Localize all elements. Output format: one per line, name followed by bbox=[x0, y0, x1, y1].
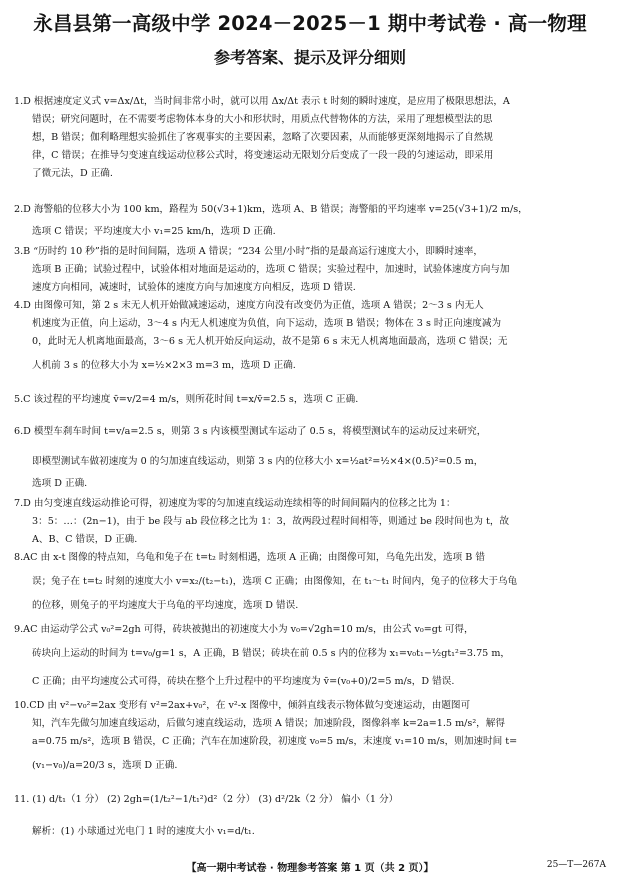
document-code: 25—T—267A bbox=[546, 860, 606, 870]
answer-line: C 正确；由平均速度公式可得，砖块在整个上升过程中的平均速度为 v̄=(v₀+0)/2=5 m/s，D 错误. bbox=[32, 676, 455, 687]
answer-line: A、B、C 错误，D 正确. bbox=[32, 534, 138, 545]
answer-line: 错误；研究问题时，在不需要考虑物体本身的大小和形状时，用质点代替物体的方法，采用了理想模型法的思 bbox=[32, 114, 493, 125]
answer-line: 想，B 错误；伽利略理想实验抓住了客观事实的主要因素，忽略了次要因素，从而能够更深刻地揭示了自然规 bbox=[32, 132, 494, 143]
answer-line: 机速度为正值，向上运动，3～4 s 内无人机速度为负值，向下运动，选项 B 错误；物体在 3 s 时正向速度减为 bbox=[32, 318, 502, 329]
answer-line: 速度方向相同，减速时，试验体的速度方向与加速度方向相反，选项 D 错误. bbox=[32, 282, 356, 293]
answer-line: 0，此时无人机离地面最高，3～6 s 无人机开始反向运动，故不是第 6 s 末无人机离地面最高，选项 C 错误；无 bbox=[32, 336, 508, 347]
answer-line: 知，汽车先做匀加速直线运动，后做匀速直线运动，选项 A 错误；加速阶段，图像斜率 k=2a=1.5 m/s²，解得 bbox=[32, 718, 505, 729]
answer-line: a=0.75 m/s²，选项 B 错误，C 正确；汽车在加速阶段，初速度 v₀=5 m/s，末速度 v₁=10 m/s，则加速时间 t= bbox=[32, 736, 518, 747]
answer-line: 8.AC 由 x-t 图像的特点知，乌龟和兔子在 t=t₂ 时刻相遇，选项 A 正确；由图像可知，乌龟先出发，选项 B 错 bbox=[14, 552, 485, 563]
answer-line: 选项 C 错误；平均速度大小 v₁=25 km/h，选项 D 正确. bbox=[32, 226, 276, 237]
answer-line: 选项 D 正确. bbox=[32, 478, 88, 489]
answer-line: 砖块向上运动的时间为 t=v₀/g=1 s，A 正确，B 错误；砖块在前 0.5 s 内的位移为 x₁=v₀t₁−½gt₁²=3.75 m， bbox=[32, 648, 511, 659]
answer-line: 3.B “历时约 10 秒”指的是时间间隔，选项 A 错误；“234 公里/小时”指的是最高运行速度大小，即瞬时速率， bbox=[14, 246, 483, 257]
answer-line: 了微元法，D 正确. bbox=[32, 168, 113, 179]
answer-line: 的位移，则兔子的平均速度大于乌龟的平均速度，选项 D 错误. bbox=[32, 600, 299, 611]
answer-line: 人机前 3 s 的位移大小为 x=½×2×3 m=3 m，选项 D 正确. bbox=[32, 360, 296, 371]
answer-line: 7.D 由匀变速直线运动推论可得，初速度为零的匀加速直线运动连续相等的时间间隔内的位移之比为 1： bbox=[14, 498, 456, 509]
answer-line: (v₁−v₀)/a=20/3 s，选项 D 正确. bbox=[32, 760, 178, 771]
answer-line: 3：5：…：(2n−1)，由于 be 段与 ab 段位移之比为 1：3，故两段过程时间相等，则通过 be 段时间也为 t，故 bbox=[32, 516, 510, 527]
page-subtitle: 参考答案、提示及评分细则 bbox=[213, 48, 406, 67]
answer-line: 选项 B 正确；试验过程中，试验体相对地面是运动的，选项 C 错误；实验过程中，加速时，试验体速度方向与加 bbox=[32, 264, 510, 275]
answer-line: 1.D 根据速度定义式 v=Δx/Δt，当时间非常小时，就可以用 Δx/Δt 表示 t 时刻的瞬时速度，是应用了极限思想法，A bbox=[14, 96, 510, 107]
answer-line: 10.CD 由 v²−v₀²=2ax 变形有 v²=2ax+v₀²，在 v²-x 图像中，倾斜直线表示物体做匀变速运动，由题图可 bbox=[14, 700, 471, 711]
answer-line: 9.AC 由运动学公式 v₀²=2gh 可得，砖块被抛出的初速度大小为 v₀=√2gh=10 m/s，由公式 v₀=gt 可得， bbox=[14, 624, 474, 635]
answer-line: 11. (1) d/t₁（1 分） (2) 2gh=(1/t₂²−1/t₁²)d²（2 分） (3) d²/2k（2 分） 偏小（1 分） bbox=[14, 794, 399, 805]
answer-line: 解析：(1) 小球通过光电门 1 时的速度大小 v₁=d/t₁. bbox=[32, 826, 255, 837]
answer-line: 律，C 错误；在推导匀变速直线运动位移公式时，将变速运动无限划分后变成了一段一段的匀速运动，即采用 bbox=[32, 150, 494, 161]
answer-line: 2.D 海警船的位移大小为 100 km，路程为 50(√3+1)km，选项 A、B 错误；海警船的平均速率 v=25(√3+1)/2 m/s， bbox=[14, 204, 528, 215]
answer-line: 5.C 该过程的平均速度 v̄=v/2=4 m/s，则所花时间 t=x/v̄=2.5 s，选项 C 正确. bbox=[14, 394, 359, 405]
answer-line: 6.D 模型车刹车时间 t=v/a=2.5 s，则第 3 s 内该模型测试车运动了 0.5 s，将模型测试车的运动反过来研究， bbox=[14, 426, 487, 437]
answer-line: 误；兔子在 t=t₂ 时刻的速度大小 v=x₂/(t₂−t₁)，选项 C 正确；由图像知，在 t₁～t₁ 时间内，兔子的位移大于乌龟 bbox=[32, 576, 518, 587]
page-footer: 【高一期中考试卷 · 物理参考答案 第 1 页（共 2 页）】 bbox=[186, 863, 434, 874]
page-title: 永昌县第一高级中学 2024－2025－1 期中考试卷 · 高一物理 bbox=[33, 12, 587, 35]
answer-line: 4.D 由图像可知，第 2 s 末无人机开始做减速运动，速度方向没有改变仍为正值，选项 A 错误；2～3 s 内无人 bbox=[14, 300, 484, 311]
answer-line: 即模型测试车做初速度为 0 的匀加速直线运动，则第 3 s 内的位移大小 x=½at²=½×4×(0.5)²=0.5 m， bbox=[32, 456, 484, 467]
